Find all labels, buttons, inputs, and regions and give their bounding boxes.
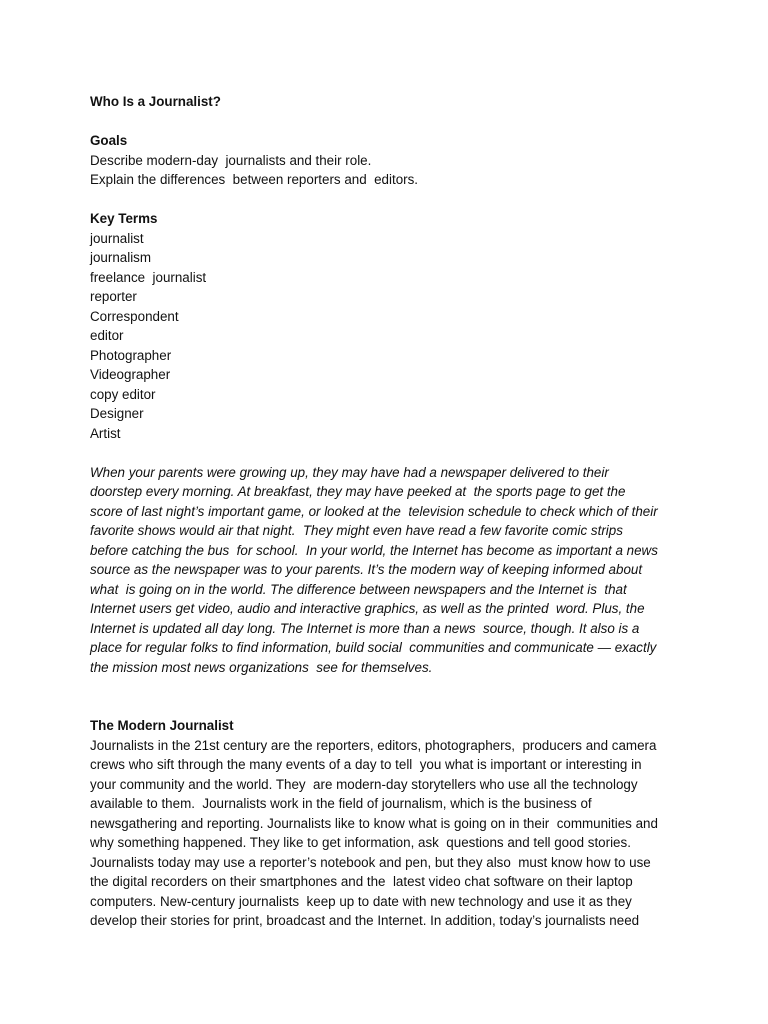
goals-heading: Goals [90,133,128,148]
intro-line: Internet is updated all day long. The Internet is more than a news source, though. It also is a [90,620,640,636]
key-term-item: reporter [90,289,137,304]
key-term-item: Designer [90,406,144,421]
intro-line: source as the newspaper was to your parents. It’s the modern way of keeping informed about [90,562,643,577]
key-term-item: Videographer [90,367,171,382]
key-term-item: journalism [90,250,152,265]
body-line: the digital recorders on their smartphones and the latest video chat software on their laptop [90,874,633,889]
document-title: Who Is a Journalist? [90,94,221,109]
body-line: Journalists today may use a reporter’s notebook and pen, but they also must know how to use [90,854,651,870]
key-terms-list [90,229,690,444]
goals-list [90,151,690,190]
key-term-item: editor [90,328,124,343]
key-term-item: freelance journalist [90,269,207,285]
modern-journalist-heading: The Modern Journalist [90,718,234,733]
body-line: develop their stories for print, broadcast and the Internet. In addition, today’s journalists need [90,913,640,928]
body-line: Journalists in the 21st century are the reporters, editors, photographers, producers and camera [90,737,657,753]
spacer [90,112,690,132]
key-terms-heading: Key Terms [90,211,158,226]
intro-line: score of last night’s important game, or looked at the television schedule to check which of their [90,503,658,519]
key-term-item: Photographer [90,347,172,363]
body-line: your community and the world. They are modern-day storytellers who use all the technology [90,776,638,792]
spacer [90,677,690,716]
body-line: newsgathering and reporting. Journalists like to know what is going on in their communities and [90,815,658,831]
spacer [90,190,690,210]
intro-line: place for regular folks to find information, build social communities and communicate — exactly [90,640,657,655]
spacer [90,443,690,463]
key-term-item: Artist [90,425,121,441]
body-line: available to them. Journalists work in the field of journalism, which is the business of [90,796,592,811]
intro-line: favorite shows would air that night. They might even have read a few favorite comic strips [90,523,623,538]
intro-paragraph [90,463,690,678]
body-line: why something happened. They like to get information, ask questions and tell good stories. [90,835,631,850]
intro-line: doorstep every morning. At breakfast, they may have peeked at the sports page to get the [90,484,626,499]
document-page [90,92,690,931]
intro-line: the mission most news organizations see for themselves. [90,659,433,675]
modern-journalist-paragraph [90,736,690,931]
goal-item: Describe modern-day journalists and their role. [90,152,372,168]
intro-line: what is going on in the world. The difference between newspapers and the Internet is that [90,581,627,597]
intro-line: Internet users get video, audio and interactive graphics, as well as the printed word. Plus, the [90,601,645,616]
body-line: crews who sift through the many events of a day to tell you what is important or interesting in [90,757,642,772]
key-term-item: Correspondent [90,308,179,324]
intro-line: When your parents were growing up, they may have had a newspaper delivered to their [90,464,609,480]
key-term-item: journalist [90,230,144,246]
key-term-item: copy editor [90,386,156,402]
intro-line: before catching the bus for school. In your world, the Internet has become as important a news [90,542,658,558]
goal-item: Explain the differences between reporters and editors. [90,172,419,187]
body-line: computers. New-century journalists keep up to date with new technology and use it as they [90,893,632,909]
